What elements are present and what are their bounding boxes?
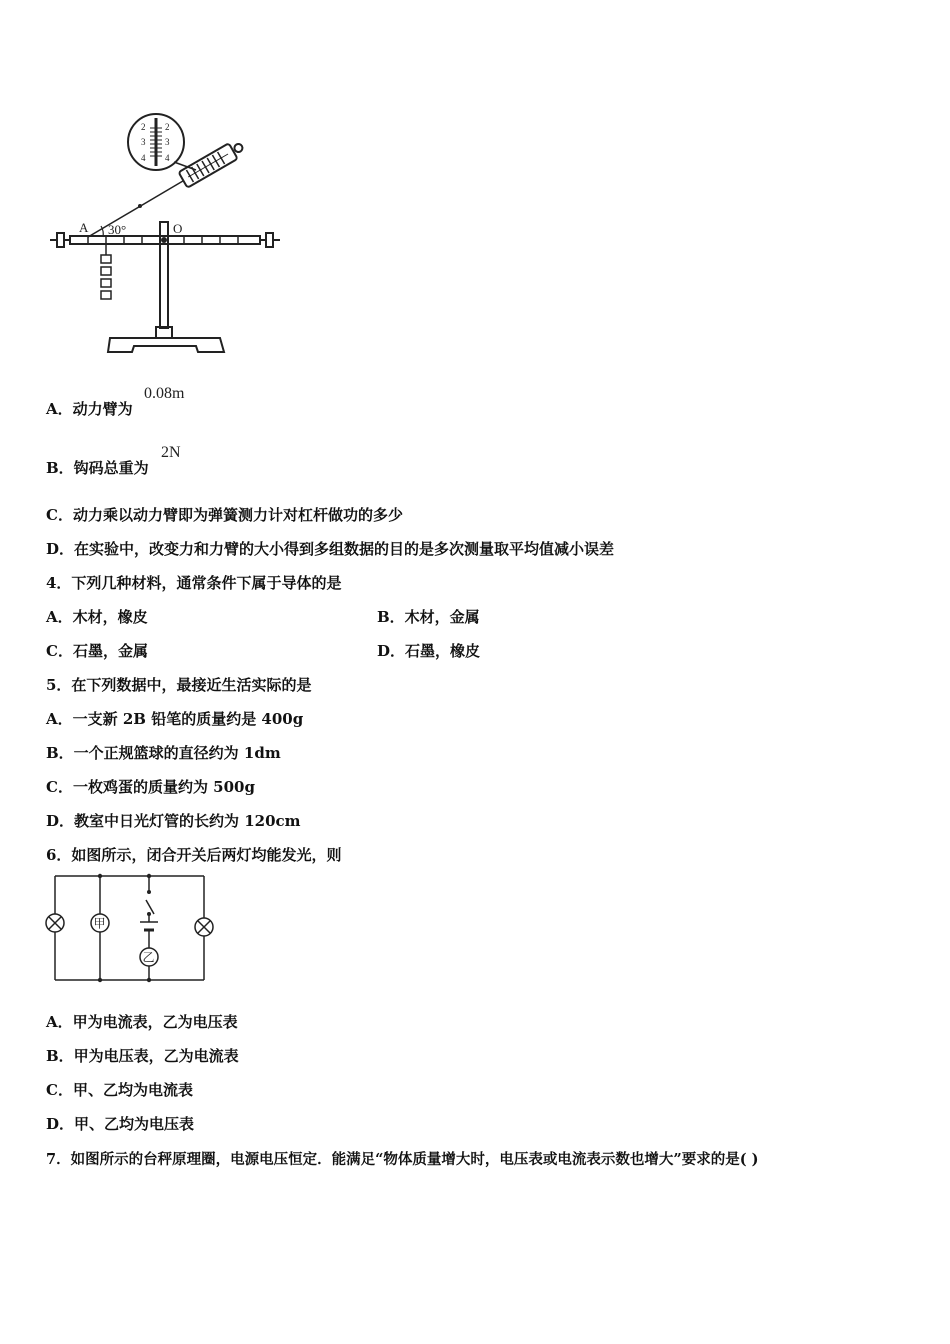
hook-weights [101, 244, 111, 299]
q6-option-b: B．甲为电压表，乙为电流表 [46, 1047, 239, 1065]
tick-right-3: 3 [165, 137, 170, 147]
q3-option-b-text: B．钩码总重为 [46, 459, 149, 477]
tick-left-2: 2 [141, 122, 146, 132]
meter-yi-label: 乙 [142, 950, 155, 965]
q4-option-b: B．木材，金属 [377, 608, 480, 626]
q4-option-a: A．木材，橡皮 [46, 608, 148, 626]
tick-right-4: 4 [165, 153, 170, 163]
q6-stem: 6．如图所示，闭合开关后两灯均能发光，则 [46, 846, 342, 864]
q6-option-c: C．甲、乙均为电流表 [46, 1081, 193, 1099]
label-a: A [79, 220, 89, 235]
lamp-right [195, 918, 213, 936]
q4-stem: 4．下列几种材料，通常条件下属于导体的是 [46, 574, 342, 592]
q3-option-b-value: 2N [161, 444, 181, 461]
q3-option-a-text: A．动力臂为 [46, 400, 133, 418]
tick-right-2: 2 [165, 122, 170, 132]
q5-option-d: D．教室中日光灯管的长约为 120cm [46, 812, 301, 830]
q6-option-d: D．甲、乙均为电压表 [46, 1115, 195, 1133]
q3-option-d: D．在实验中，改变力和力臂的大小得到多组数据的目的是多次测量取平均值减小误差 [46, 540, 615, 558]
circuit-diagram [42, 870, 217, 985]
q5-option-c: C．一枚鸡蛋的质量约为 500g [46, 778, 255, 796]
tick-left-4: 4 [141, 153, 146, 163]
q3-option-c: C．动力乘以动力臂即为弹簧测力计对杠杆做功的多少 [46, 506, 403, 524]
spring-scale [179, 138, 247, 188]
lamp-left [46, 914, 64, 932]
stand-base [108, 338, 224, 352]
meter-jia-label: 甲 [93, 916, 106, 931]
q4-option-c: C．石墨，金属 [46, 642, 148, 660]
q6-option-a: A．甲为电流表，乙为电压表 [46, 1013, 238, 1031]
label-o: O [173, 221, 183, 236]
q5-option-a: A．一支新 2B 铅笔的质量约是 400g [46, 710, 304, 728]
q3-option-a-value: 0.08m [144, 385, 185, 402]
q5-stem: 5．在下列数据中，最接近生活实际的是 [46, 676, 312, 694]
tick-left-3: 3 [141, 137, 146, 147]
label-angle: 30° [108, 222, 127, 237]
q7-stem: 7．如图所示的台秤原理圈，电源电压恒定．能满足“物体质量增大时，电压表或电流表示数也增大”要求的是( ) [46, 1151, 759, 1168]
q3-option-a [46, 398, 133, 419]
lever-figure [48, 110, 288, 360]
q3-option-b [46, 457, 149, 478]
q4-option-d: D．石墨，橡皮 [377, 642, 481, 660]
q5-option-b: B．一个正规篮球的直径约为 1dm [46, 744, 281, 762]
